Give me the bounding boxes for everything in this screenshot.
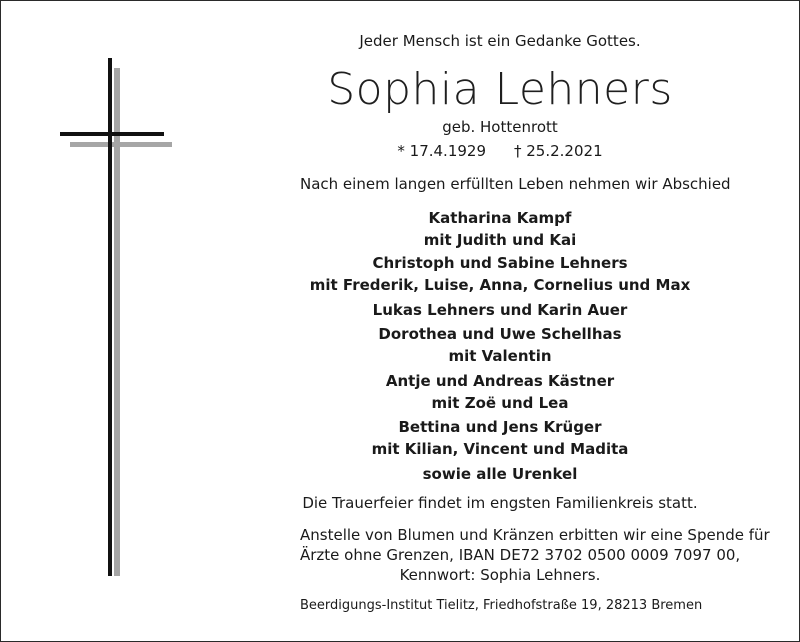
death-date: † 25.2.2021 <box>514 142 603 160</box>
family-line: mit Judith und Kai <box>423 231 577 249</box>
family-line: Katharina Kampf <box>428 209 572 227</box>
motto: Jeder Mensch ist ein Gedanke Gottes. <box>359 32 641 50</box>
family-line: mit Kilian, Vincent und Madita <box>371 440 629 458</box>
family-line: Antje und Andreas Kästner <box>385 372 615 390</box>
family-line: Dorothea und Uwe Schellhas <box>378 325 622 343</box>
family-line: Christoph und Sabine Lehners <box>372 254 628 272</box>
family-line: sowie alle Urenkel <box>422 465 578 483</box>
farewell-text: Nach einem langen erfüllten Leben nehmen wir Abschied <box>300 175 731 193</box>
family-line: mit Frederik, Luise, Anna, Cornelius und Max <box>309 276 691 294</box>
funeral-info: Die Trauerfeier findet im engsten Familienkreis statt. <box>302 494 698 512</box>
birth-date: * 17.4.1929 <box>397 142 486 160</box>
undertaker-info: Beerdigungs-Institut Tielitz, Friedhofstraße 19, 28213 Bremen <box>300 598 703 613</box>
life-dates <box>300 142 700 160</box>
donation-line: Kennwort: Sophia Lehners. <box>399 566 601 584</box>
family-line: Lukas Lehners und Karin Auer <box>372 301 628 319</box>
family-line: mit Valentin <box>448 347 552 365</box>
donation-line: Ärzte ohne Grenzen, IBAN DE72 3702 0500 0009 7097 00, <box>300 546 741 564</box>
maiden-name: geb. Hottenrott <box>442 118 558 136</box>
donation-line: Anstelle von Blumen und Kränzen erbitten wir eine Spende für <box>300 526 770 544</box>
family-line: Bettina und Jens Krüger <box>398 418 602 436</box>
cross-icon <box>0 0 200 600</box>
deceased-name: Sophia Lehners <box>327 64 673 115</box>
family-line: mit Zoë und Lea <box>431 394 569 412</box>
